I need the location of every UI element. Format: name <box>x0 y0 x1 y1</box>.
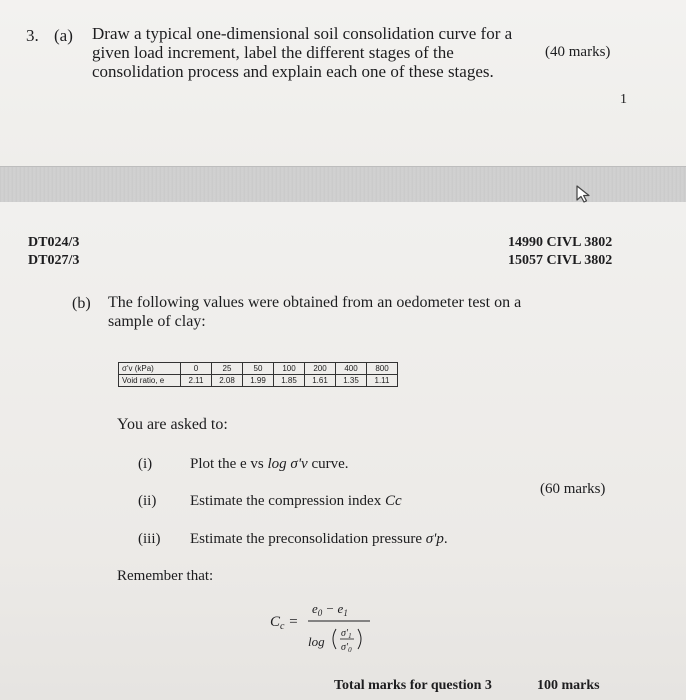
item-text-math: log σ'v <box>267 456 308 472</box>
question-number: 3. <box>26 26 39 45</box>
marks-part-b: (60 marks) <box>540 481 606 497</box>
item-number: (iii) <box>138 531 161 547</box>
table-row <box>119 375 398 387</box>
table-cell: 1.61 <box>305 375 336 387</box>
table-header-stress: σ'v (kPa) <box>119 363 181 375</box>
table-cell: 100 <box>274 363 305 375</box>
table-cell: 200 <box>305 363 336 375</box>
table-header-void-ratio: Void ratio, e <box>119 375 181 387</box>
module-code: 15057 CIVL 3802 <box>508 253 613 268</box>
asked-intro: You are asked to: <box>117 416 228 433</box>
item-text-pre: Estimate the preconsolidation pressure <box>190 531 426 547</box>
item-text <box>190 456 349 473</box>
question-a-text: Draw a typical one-dimensional soil consolidation curve for a given load increment, label the different stages of the consolidation process and explain each one of these stages. <box>92 24 513 81</box>
course-codes-left <box>28 234 79 270</box>
item-text-post: curve. <box>307 456 349 472</box>
table-cell: 50 <box>243 363 274 375</box>
item-text-pre: Estimate the compression index <box>190 493 385 509</box>
oedometer-table <box>118 362 398 387</box>
table-row <box>119 363 398 375</box>
svg-text:σ'1: $\sigma'_1$ <box>341 628 352 640</box>
mouse-pointer-icon <box>574 184 594 204</box>
svg-text:σ'0: $\sigma'_0$ <box>341 642 352 654</box>
item-text-math: Cc <box>384 493 402 509</box>
table-cell: 1.35 <box>336 375 367 387</box>
table-cell: 2.11 <box>181 375 212 387</box>
table-cell: 400 <box>336 363 367 375</box>
question-b-text: The following values were obtained from an oedometer test on a sample of clay: <box>108 294 522 330</box>
course-code: DT024/3 <box>28 235 80 250</box>
question-part-b: (b) <box>72 295 91 312</box>
table-cell: 1.85 <box>274 375 305 387</box>
formula-numerator: $e_0 - e_1$ <box>312 601 348 618</box>
table-cell: 1.11 <box>367 375 398 387</box>
total-marks-label: Total marks for question 3 <box>334 678 492 693</box>
page-number: 1 <box>620 92 627 107</box>
item-number: (ii) <box>138 493 157 509</box>
item-text-post: . <box>443 531 448 547</box>
course-codes-right <box>508 234 612 270</box>
formula-lhs: $C_c$ = <box>270 614 299 632</box>
item-text-math: σ'p <box>425 531 444 547</box>
item-text <box>190 531 448 548</box>
table-cell: 800 <box>367 363 398 375</box>
table-cell: 25 <box>212 363 243 375</box>
table-cell: 2.08 <box>212 375 243 387</box>
table-cell: 1.99 <box>243 375 274 387</box>
course-code: DT027/3 <box>28 253 80 268</box>
table-cell: 0 <box>181 363 212 375</box>
item-text <box>190 493 402 510</box>
module-code: 14990 CIVL 3802 <box>508 235 613 250</box>
marks-part-a: (40 marks) <box>545 44 611 60</box>
question-part-a: (a) <box>54 26 73 45</box>
compression-index-formula <box>270 596 380 666</box>
remember-label: Remember that: <box>117 568 214 584</box>
total-marks-value: 100 marks <box>537 678 600 693</box>
item-text-pre: Plot the e vs <box>190 456 268 472</box>
item-number: (i) <box>138 456 153 472</box>
formula-denominator: log <box>308 634 325 649</box>
